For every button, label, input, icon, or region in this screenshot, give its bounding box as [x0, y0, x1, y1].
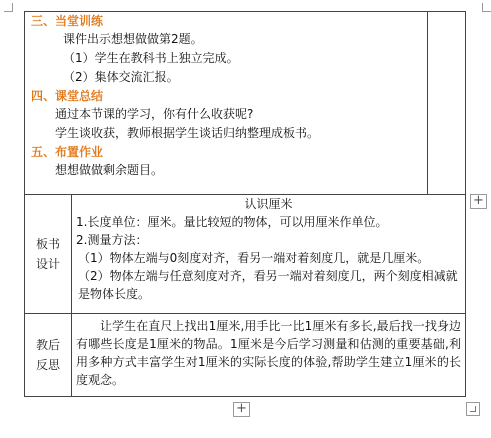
table-resize-handle[interactable] — [466, 402, 480, 416]
homework-line-1: 想想做做剩余题目。 — [55, 163, 164, 177]
board-label-1: 板书 — [35, 237, 60, 251]
reflection-label-2: 反思 — [35, 358, 60, 372]
corner-mark-right — [482, 3, 491, 12]
add-row-button[interactable] — [233, 402, 250, 417]
section-title-homework: 五、布置作业 — [31, 145, 104, 159]
reflection-label-cell — [25, 314, 72, 397]
board-label-cell — [25, 195, 72, 314]
board-line-2: 2.测量方法： — [76, 233, 148, 247]
board-line-1: 1.长度单位：厘米。量比较短的物体，可以用厘米作单位。 — [76, 215, 388, 229]
reflection-label-1: 教后 — [35, 338, 60, 352]
reflection-text: 让学生在直尺上找出1厘米,用手比一比1厘米有多长,最后找一找身边有哪些长度是1厘米的物品。1厘米是今后学习测量和估测的重要基础,利用多种方式丰富学生对1厘米的实际长度的体验,帮助学生建立1厘米的长度观念。 — [76, 319, 462, 387]
process-cell — [25, 12, 428, 195]
board-line-3: （1）物体左端与0刻度对齐，看另一端对着刻度几，就是几厘米。 — [78, 251, 430, 265]
summary-line-1: 通过本节课的学习，你有什么收获呢? — [55, 107, 254, 121]
board-row — [25, 195, 466, 314]
practice-line-1: 课件出示想想做做第2题。 — [63, 32, 203, 46]
add-column-button[interactable] — [470, 194, 487, 209]
lesson-plan-table — [24, 11, 466, 397]
plus-icon: + — [236, 401, 247, 416]
practice-line-2: （1）学生在教科书上独立完成。 — [63, 51, 239, 65]
board-label-2: 设计 — [35, 257, 60, 271]
plus-icon: + — [473, 193, 484, 208]
section-title-summary: 四、课堂总结 — [31, 89, 104, 103]
reflection-content-cell — [72, 314, 466, 397]
board-title: 认识厘米 — [244, 197, 293, 211]
process-side-cell — [428, 12, 466, 195]
reflection-row — [25, 314, 466, 397]
board-content-cell — [72, 195, 466, 314]
board-line-4: （2）物体左端与任意刻度对齐，看另一端对着刻度几，两个刻度相减就是物体长度。 — [78, 269, 458, 301]
resize-icon — [470, 406, 476, 412]
section-title-practice: 三、当堂训练 — [31, 14, 104, 28]
process-row — [25, 12, 466, 195]
practice-line-3: （2）集体交流汇报。 — [63, 70, 179, 84]
summary-line-2: 学生谈收获，教师根据学生谈话归纳整理成板书。 — [55, 126, 320, 140]
corner-mark-left — [4, 3, 13, 12]
